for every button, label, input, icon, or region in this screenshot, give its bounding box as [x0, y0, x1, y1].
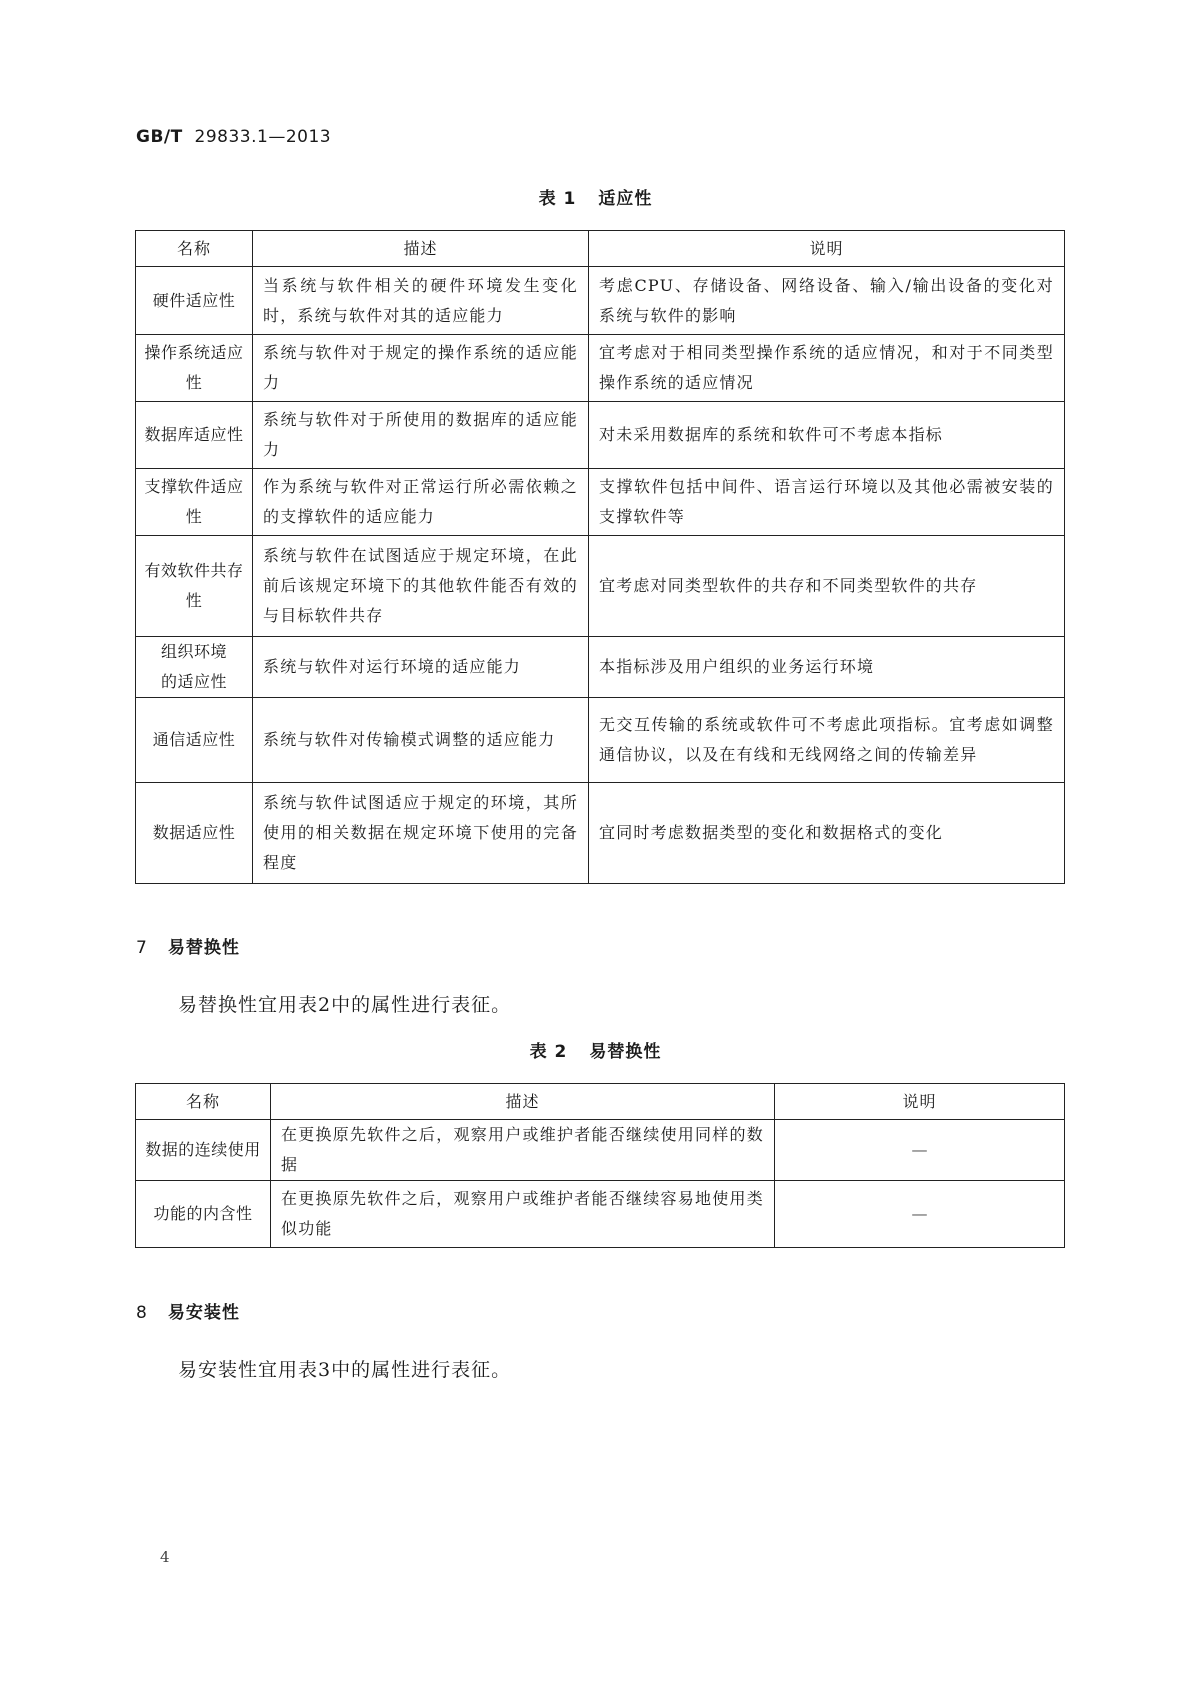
- row-note: 宜同时考虑数据类型的变化和数据格式的变化: [589, 783, 1065, 884]
- table2-replaceability: [135, 1083, 1065, 1248]
- row-name: 功能的内含性: [136, 1181, 271, 1248]
- table-row: [136, 1181, 1065, 1248]
- row-note: —: [775, 1120, 1065, 1181]
- column-header-description: 描述: [253, 231, 589, 267]
- section7-heading: [136, 933, 240, 958]
- table1-caption: [0, 184, 1191, 209]
- section8-heading: [136, 1298, 240, 1323]
- row-note: —: [775, 1181, 1065, 1248]
- table-header-row: [136, 231, 1065, 267]
- section8-title: 易安装性: [167, 1303, 240, 1323]
- row-name: 支撑软件适应性: [136, 469, 253, 536]
- row-note: 支撑软件包括中间件、语言运行环境以及其他必需被安装的支撑软件等: [589, 469, 1065, 536]
- row-name: 通信适应性: [136, 698, 253, 783]
- row-description: 系统与软件试图适应于规定的环境，其所使用的相关数据在规定环境下使用的完备程度: [253, 783, 589, 884]
- row-note: 对未采用数据库的系统和软件可不考虑本指标: [589, 402, 1065, 469]
- table-row: [136, 1120, 1065, 1181]
- row-note: 本指标涉及用户组织的业务运行环境: [589, 637, 1065, 698]
- section8-number: 8: [136, 1303, 148, 1323]
- row-description: 在更换原先软件之后，观察用户或维护者能否继续使用同样的数据: [271, 1120, 775, 1181]
- column-header-note: 说明: [589, 231, 1065, 267]
- standard-id: [136, 127, 331, 147]
- table-row: [136, 637, 1065, 698]
- table-row: [136, 335, 1065, 402]
- row-note: 宜考虑对同类型软件的共存和不同类型软件的共存: [589, 536, 1065, 637]
- row-name: 有效软件共存性: [136, 536, 253, 637]
- table1-adaptability: [135, 230, 1065, 884]
- table2-caption-title: 易替换性: [589, 1042, 662, 1062]
- page-number: 4: [160, 1548, 170, 1566]
- table-row: [136, 783, 1065, 884]
- row-description: 当系统与软件相关的硬件环境发生变化时，系统与软件对其的适应能力: [253, 267, 589, 335]
- table-row: [136, 536, 1065, 637]
- row-name: 数据的连续使用: [136, 1120, 271, 1181]
- row-description: 系统与软件对运行环境的适应能力: [253, 637, 589, 698]
- row-note: 考虑CPU、存储设备、网络设备、输入/输出设备的变化对系统与软件的影响: [589, 267, 1065, 335]
- column-header-name: 名称: [136, 231, 253, 267]
- row-description: 系统与软件对传输模式调整的适应能力: [253, 698, 589, 783]
- row-name: 硬件适应性: [136, 267, 253, 335]
- row-name: 组织环境的适应性: [136, 637, 253, 698]
- column-header-description: 描述: [271, 1084, 775, 1120]
- row-description: 系统与软件在试图适应于规定环境，在此前后该规定环境下的其他软件能否有效的与目标软件共存: [253, 536, 589, 637]
- row-description: 在更换原先软件之后，观察用户或维护者能否继续容易地使用类似功能: [271, 1181, 775, 1248]
- row-description: 作为系统与软件对正常运行所必需依赖之的支撑软件的适应能力: [253, 469, 589, 536]
- table-row: [136, 267, 1065, 335]
- row-note: 宜考虑对于相同类型操作系统的适应情况，和对于不同类型操作系统的适应情况: [589, 335, 1065, 402]
- table-row: [136, 402, 1065, 469]
- table1-caption-number: 表 1: [538, 189, 577, 209]
- section7-number: 7: [136, 938, 148, 958]
- column-header-note: 说明: [775, 1084, 1065, 1120]
- row-name: 数据库适应性: [136, 402, 253, 469]
- section7-title: 易替换性: [167, 938, 240, 958]
- section8-paragraph: 易安装性宜用表3中的属性进行表征。: [178, 1359, 512, 1381]
- row-description: 系统与软件对于所使用的数据库的适应能力: [253, 402, 589, 469]
- section7-paragraph: 易替换性宜用表2中的属性进行表征。: [178, 994, 512, 1016]
- standard-id-number: 29833.1—2013: [194, 127, 332, 147]
- table-row: [136, 469, 1065, 536]
- table-row: [136, 698, 1065, 783]
- row-name: 操作系统适应性: [136, 335, 253, 402]
- row-note: 无交互传输的系统或软件可不考虑此项指标。宜考虑如调整通信协议，以及在有线和无线网络之间的传输差异: [589, 698, 1065, 783]
- table2-caption: [0, 1037, 1191, 1062]
- table1-caption-title: 适应性: [598, 189, 653, 209]
- row-name: 数据适应性: [136, 783, 253, 884]
- table2-caption-number: 表 2: [529, 1042, 568, 1062]
- column-header-name: 名称: [136, 1084, 271, 1120]
- standard-id-prefix: GB/T: [136, 127, 183, 147]
- table-header-row: [136, 1084, 1065, 1120]
- row-description: 系统与软件对于规定的操作系统的适应能力: [253, 335, 589, 402]
